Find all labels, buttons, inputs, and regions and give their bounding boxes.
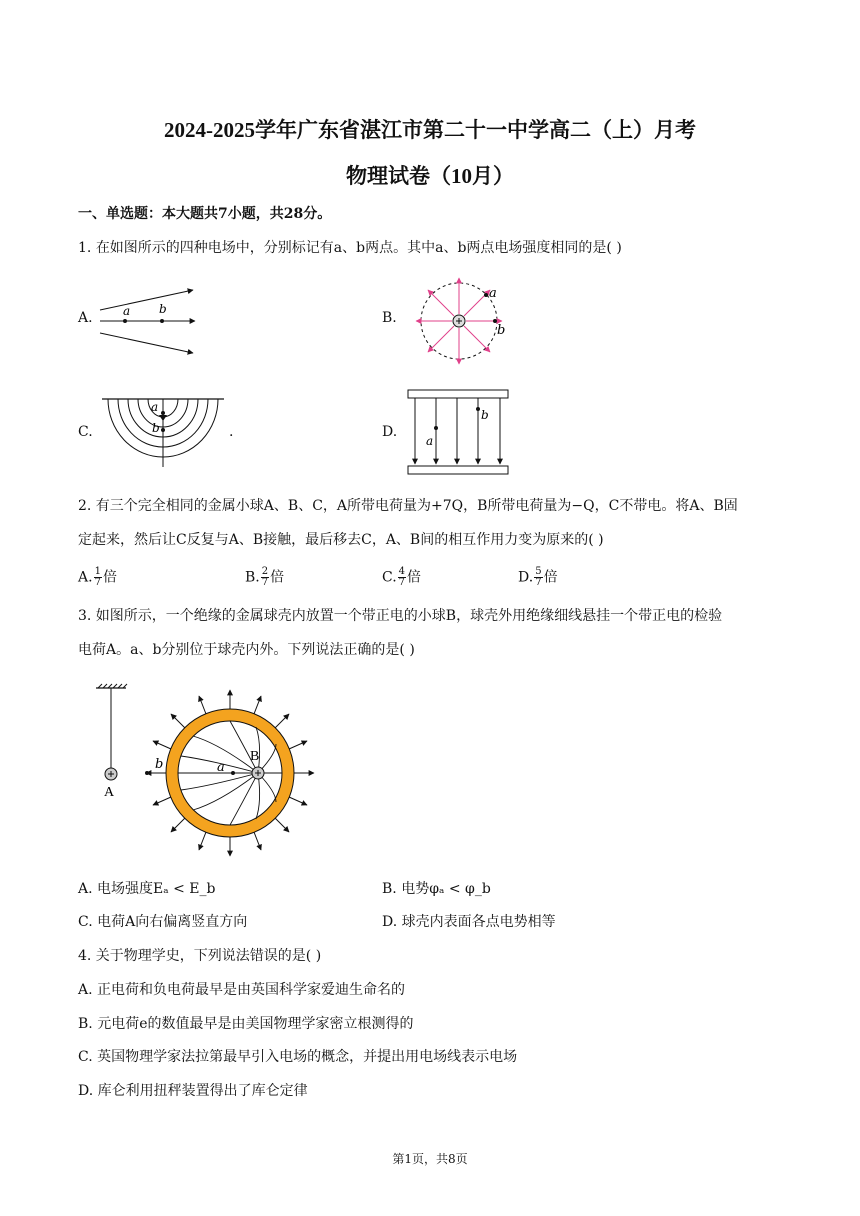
q3-option-d: D. 球壳内表面各点电势相等 <box>382 914 556 930</box>
q4-option-d: D. 库仑利用扭秤装置得出了库仑定律 <box>78 1083 308 1099</box>
q3-option-a: A. 电场强度Eₐ < E_b <box>78 881 216 897</box>
q4-option-b: B. 元电荷e的数值最早是由美国物理学家密立根测得的 <box>78 1016 414 1032</box>
question-2-line-1: 2. 有三个完全相同的金属小球A、B、C，A所带电荷量为+7Q，B所带电荷量为−Q，C不带电。将A、B固 <box>78 498 738 514</box>
svg-text:a: a <box>489 286 497 301</box>
svg-text:a: a <box>426 434 434 448</box>
q4-option-c: C. 英国物理学家法拉第最早引入电场的概念，并提出用电场线表示电场 <box>78 1049 518 1065</box>
q1-figure-a <box>95 282 205 358</box>
q3-figure <box>90 684 330 860</box>
q2-option-a: A. $\frac{1}{7}$ 倍 <box>78 566 117 588</box>
question-1-text: 1. 在如图所示的四种电场中，分别标记有a、b两点。其中a、b两点电场强度相同的是( ) <box>78 240 622 256</box>
q1-option-d-label: D. <box>382 424 398 440</box>
svg-text:b: b <box>159 302 167 316</box>
q1-figure-d <box>406 388 512 476</box>
q2-option-d: D. $\frac{5}{7}$ 倍 <box>518 566 558 588</box>
section-heading: 一、单选题：本大题共7小题，共28分。 <box>78 206 332 222</box>
q1-figure-b <box>416 276 506 366</box>
svg-text:b: b <box>152 421 160 435</box>
svg-text:a: a <box>123 304 131 318</box>
q1-option-b-label: B. <box>382 310 397 326</box>
question-2-line-2: 定起来，然后让C反复与A、B接触，最后移去C，A、B间的相互作用力变为原来的( ) <box>78 532 604 548</box>
exam-subtitle: 物理试卷（10月） <box>346 164 514 188</box>
svg-text:a: a <box>217 760 225 775</box>
q1-figure-c <box>100 395 230 469</box>
q3-option-c: C. 电荷A向右偏离竖直方向 <box>78 914 248 930</box>
question-4-text: 4. 关于物理学史，下列说法错误的是( ) <box>78 948 322 964</box>
svg-text:b: b <box>497 323 506 338</box>
question-3-line-2: 电荷A。a、b分别位于球壳内外。下列说法正确的是( ) <box>78 642 415 658</box>
q4-option-a: A. 正电荷和负电荷最早是由英国科学家爱迪生命名的 <box>78 982 406 998</box>
q1-option-c-trailing: . <box>229 424 234 440</box>
q2-option-b: B. $\frac{2}{7}$ 倍 <box>245 566 285 588</box>
svg-text:B: B <box>250 749 260 764</box>
svg-text:a: a <box>151 400 159 414</box>
svg-text:A: A <box>104 785 115 800</box>
page-footer: 第1页，共8页 <box>392 1152 468 1166</box>
q1-option-a-label: A. <box>78 310 93 326</box>
question-3-line-1: 3. 如图所示，一个绝缘的金属球壳内放置一个带正电的小球B，球壳外用绝缘细线悬挂一个带正电的检验 <box>78 608 723 624</box>
svg-text:b: b <box>481 408 489 422</box>
exam-title: 2024-2025学年广东省湛江市第二十一中学高二（上）月考 <box>164 118 696 142</box>
q2-option-c: C. $\frac{4}{7}$ 倍 <box>382 566 422 588</box>
svg-text:b: b <box>155 757 164 772</box>
q3-option-b: B. 电势φₐ < φ_b <box>382 881 491 897</box>
q1-option-c-label: C. <box>78 424 93 440</box>
